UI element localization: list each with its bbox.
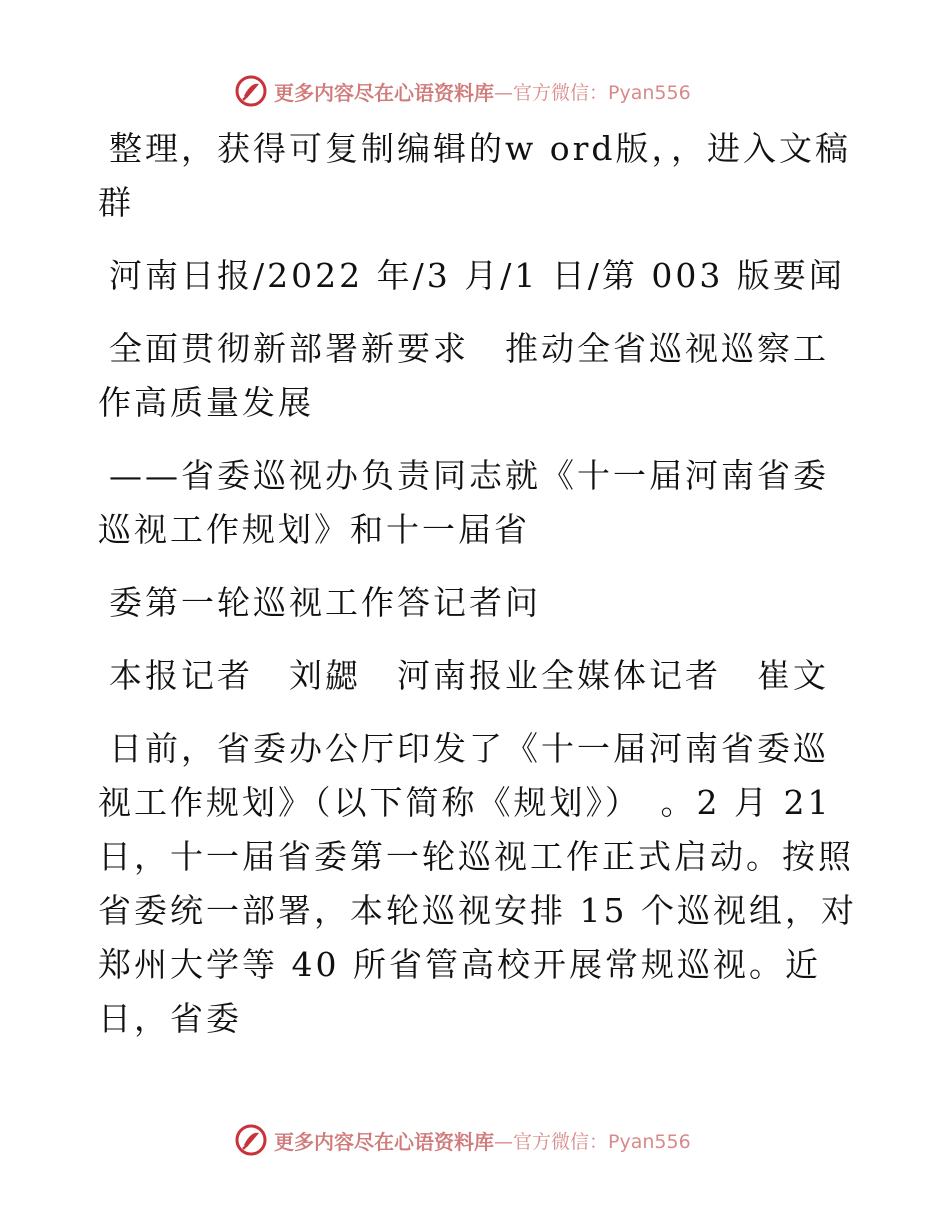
footer-wechat-text: —官方微信：Pyan556 <box>494 1130 691 1153</box>
logo-icon <box>234 74 268 108</box>
document-body <box>98 122 858 1065</box>
paragraph-body: 日前，省委办公厅印发了《十一届河南省委巡视工作规划》（以下简称《规划》） 。2 月 21 日，十一届省委第一轮巡视工作正式启动。按照省委统一部署，本轮巡视安排 15 个巡视组，对郑州大学等 40 所省管高校开展常规巡视。近日，省委 <box>98 729 857 1038</box>
logo-icon <box>234 1123 268 1157</box>
paragraph-subtitle: ——省委巡视办负责同志就《十一届河南省委巡视工作规划》和十一届省 <box>98 456 829 549</box>
header-watermark <box>234 71 691 111</box>
paragraph-headline: 全面贯彻新部署新要求 推动全省巡视巡察工作高质量发展 <box>98 329 829 422</box>
paragraph-byline: 本报记者 刘勰 河南报业全媒体记者 崔文 <box>109 656 829 695</box>
paragraph-intro: 整理，获得可复制编辑的w ord版，，进入文稿群 <box>98 129 852 222</box>
header-wechat-text: —官方微信：Pyan556 <box>494 81 691 104</box>
footer-watermark <box>234 1120 691 1160</box>
footer-brand-text: 更多内容尽在心语资料库 <box>274 1129 494 1154</box>
paragraph-source: 河南日报/2022 年/3 月/1 日/第 003 版要闻 <box>109 256 845 295</box>
header-brand-text: 更多内容尽在心语资料库 <box>274 80 494 105</box>
paragraph-subtitle-cont: 委第一轮巡视工作答记者问 <box>109 583 541 622</box>
